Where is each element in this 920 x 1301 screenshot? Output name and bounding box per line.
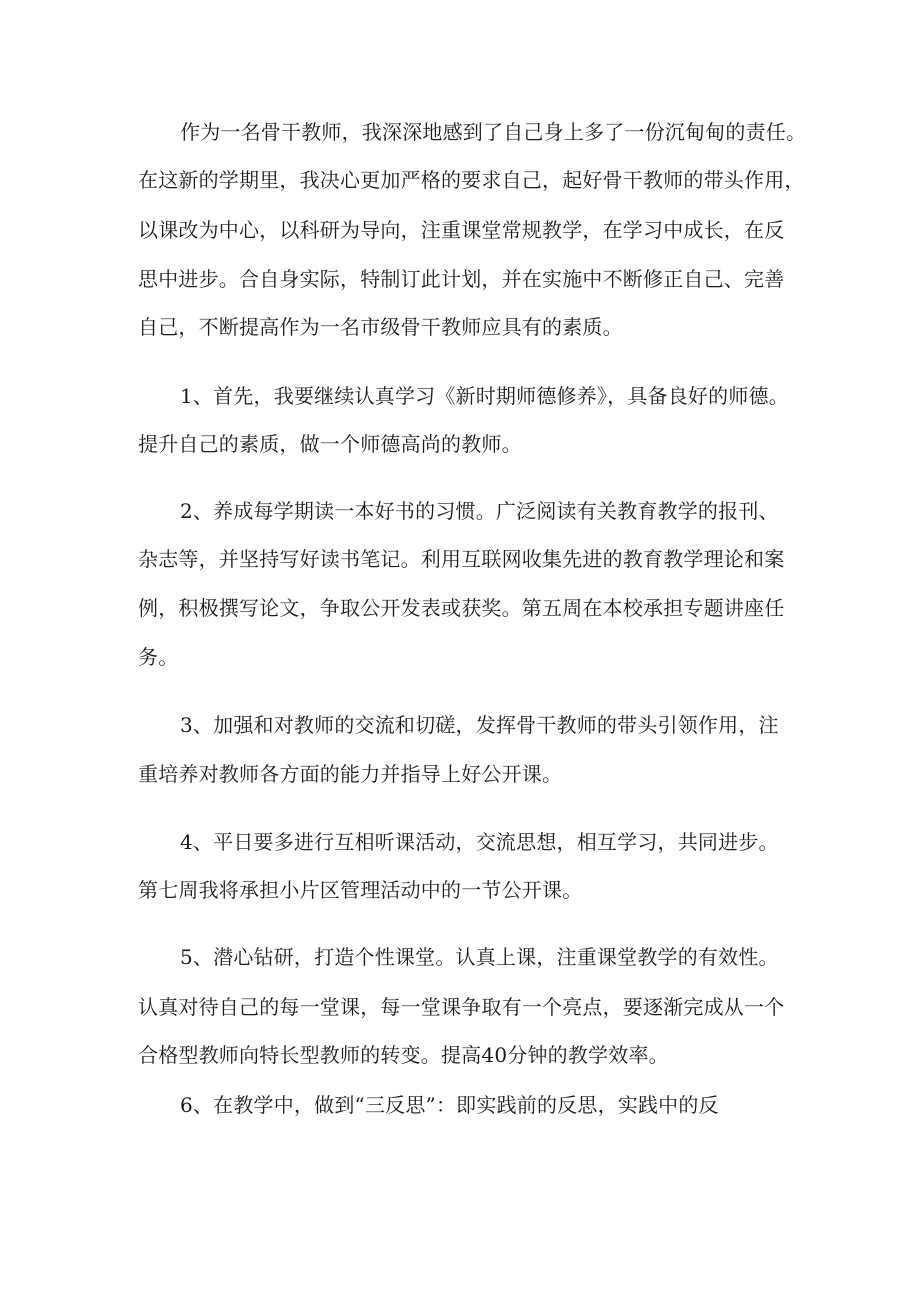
paragraph-6-line-0: 6、在教学中，做到“三反思”：即实践前的反思，实践中的反 [180, 1093, 719, 1117]
paragraph-3-line-0: 3、加强和对教师的交流和切磋，发挥骨干教师的带头引领作用，注 [180, 713, 779, 737]
paragraph-0-line-2: 以课改为中心，以科研为导向，注重课堂常规教学，在学习中成长，在反 [138, 218, 785, 242]
paragraph-2-line-0: 2、养成每学期读一本好书的习惯。广泛阅读有关教育教学的报刊、 [180, 499, 779, 523]
paragraph-5-line-1: 认真对待自己的每一堂课，每一堂课争取有一个亮点，要逐渐完成从一个 [138, 995, 785, 1019]
paragraph-0-line-3: 思中进步。合自身实际，特制订此计划，并在实施中不断修正自己、完善 [138, 267, 785, 291]
paragraph-1-line-1: 提升自己的素质，做一个师德高尚的教师。 [138, 432, 522, 456]
paragraph-2-line-1: 杂志等，并坚持写好读书笔记。利用互联网收集先进的教育教学理论和案 [138, 547, 785, 571]
paragraph-2-line-3: 务。 [138, 645, 179, 669]
paragraph-0-line-1: 在这新的学期里，我决心更加严格的要求自己，起好骨干教师的带头作用， [138, 168, 805, 192]
paragraph-0-line-0: 作为一名骨干教师，我深深地感到了自己身上多了一份沉甸甸的责任。 [180, 120, 807, 144]
paragraph-5-line-0: 5、潜心钻研，打造个性课堂。认真上课，注重课堂教学的有效性。 [180, 945, 779, 969]
paragraph-5-line-2: 合格型教师向特长型教师的转变。提高40分钟的教学效率。 [138, 1043, 669, 1067]
paragraph-4-line-0: 4、平日要多进行互相听课活动，交流思想，相互学习，共同进步。 [180, 830, 779, 854]
paragraph-2-line-2: 例，积极撰写论文，争取公开发表或获奖。第五周在本校承担专题讲座任 [138, 596, 785, 620]
paragraph-0-line-4: 自己，不断提高作为一名市级骨干教师应具有的素质。 [138, 315, 623, 339]
paragraph-1-line-0: 1、首先，我要继续认真学习《新时期师德修养》，具备良好的师德。 [180, 384, 789, 408]
paragraph-3-line-1: 重培养对教师各方面的能力并指导上好公开课。 [138, 762, 563, 786]
paragraph-4-line-1: 第七周我将承担小片区管理活动中的一节公开课。 [138, 878, 583, 902]
